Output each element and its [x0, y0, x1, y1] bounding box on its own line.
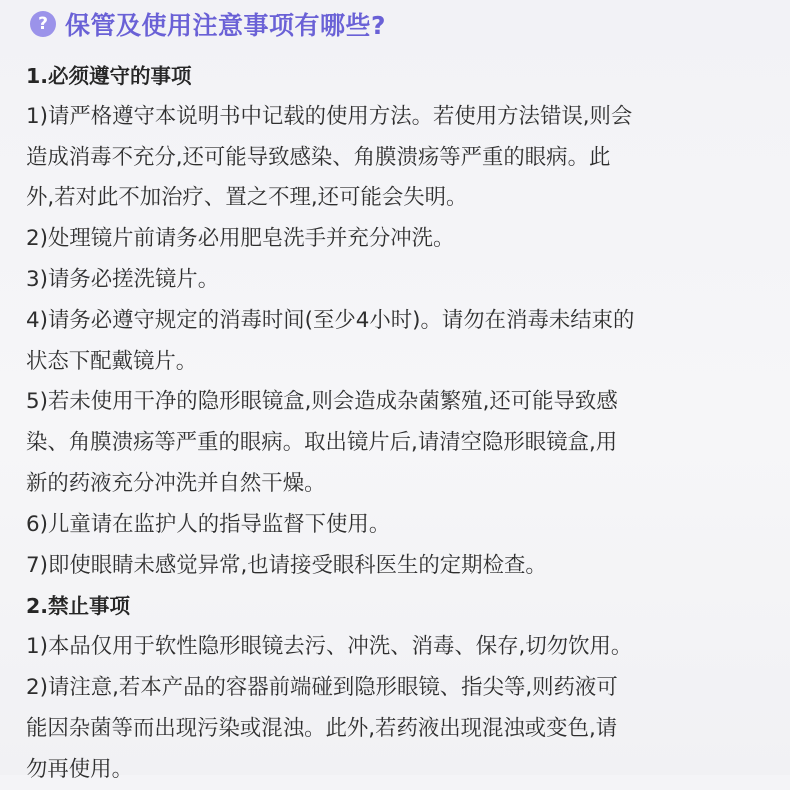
- notice-line: 7)即使眼睛未感觉异常,也请接受眼科医生的定期检查。: [26, 552, 547, 578]
- page-title: 保管及使用注意事项有哪些?: [65, 11, 387, 40]
- notice-line: 2)请注意,若本产品的容器前端碰到隐形眼镜、指尖等,则药液可: [26, 674, 618, 700]
- section-header: [30, 7, 386, 41]
- question-mark-icon: ?: [30, 11, 56, 37]
- notice-body: [26, 56, 766, 790]
- notice-line: 5)若未使用干净的隐形眼镜盒,则会造成杂菌繁殖,还可能导致感: [26, 389, 618, 415]
- section-heading-must-follow: 1.必须遵守的事项: [26, 64, 192, 88]
- notice-line: 能因杂菌等而出现污染或混浊。此外,若药液出现混浊或变色,请: [26, 715, 618, 741]
- notice-line: 1)本品仅用于软性隐形眼镜去污、冲洗、消毒、保存,切勿饮用。: [26, 634, 633, 660]
- notice-line: 1)请严格遵守本说明书中记载的使用方法。若使用方法错误,则会: [26, 103, 633, 129]
- section-heading-prohibited: 2.禁止事项: [26, 594, 131, 619]
- notice-line: 勿再使用。: [26, 756, 133, 782]
- notice-line: 4)请务必遵守规定的消毒时间(至少4小时)。请勿在消毒未结束的: [26, 307, 635, 333]
- notice-line: 2)处理镜片前请务必用肥皂洗手并充分冲洗。: [26, 226, 455, 252]
- notice-line: 染、角膜溃疡等严重的眼病。取出镜片后,请清空隐形眼镜盒,用: [26, 430, 618, 456]
- notice-line: 新的药液充分冲洗并自然干燥。: [26, 470, 326, 496]
- notice-line: 外,若对此不加治疗、置之不理,还可能会失明。: [26, 185, 468, 211]
- notice-line: 3)请务必搓洗镜片。: [26, 266, 220, 292]
- notice-line: 造成消毒不充分,还可能导致感染、角膜溃疡等严重的眼病。此: [26, 144, 611, 170]
- notice-line: 6)儿童请在监护人的指导监督下使用。: [26, 511, 391, 537]
- notice-line: 状态下配戴镜片。: [26, 348, 198, 374]
